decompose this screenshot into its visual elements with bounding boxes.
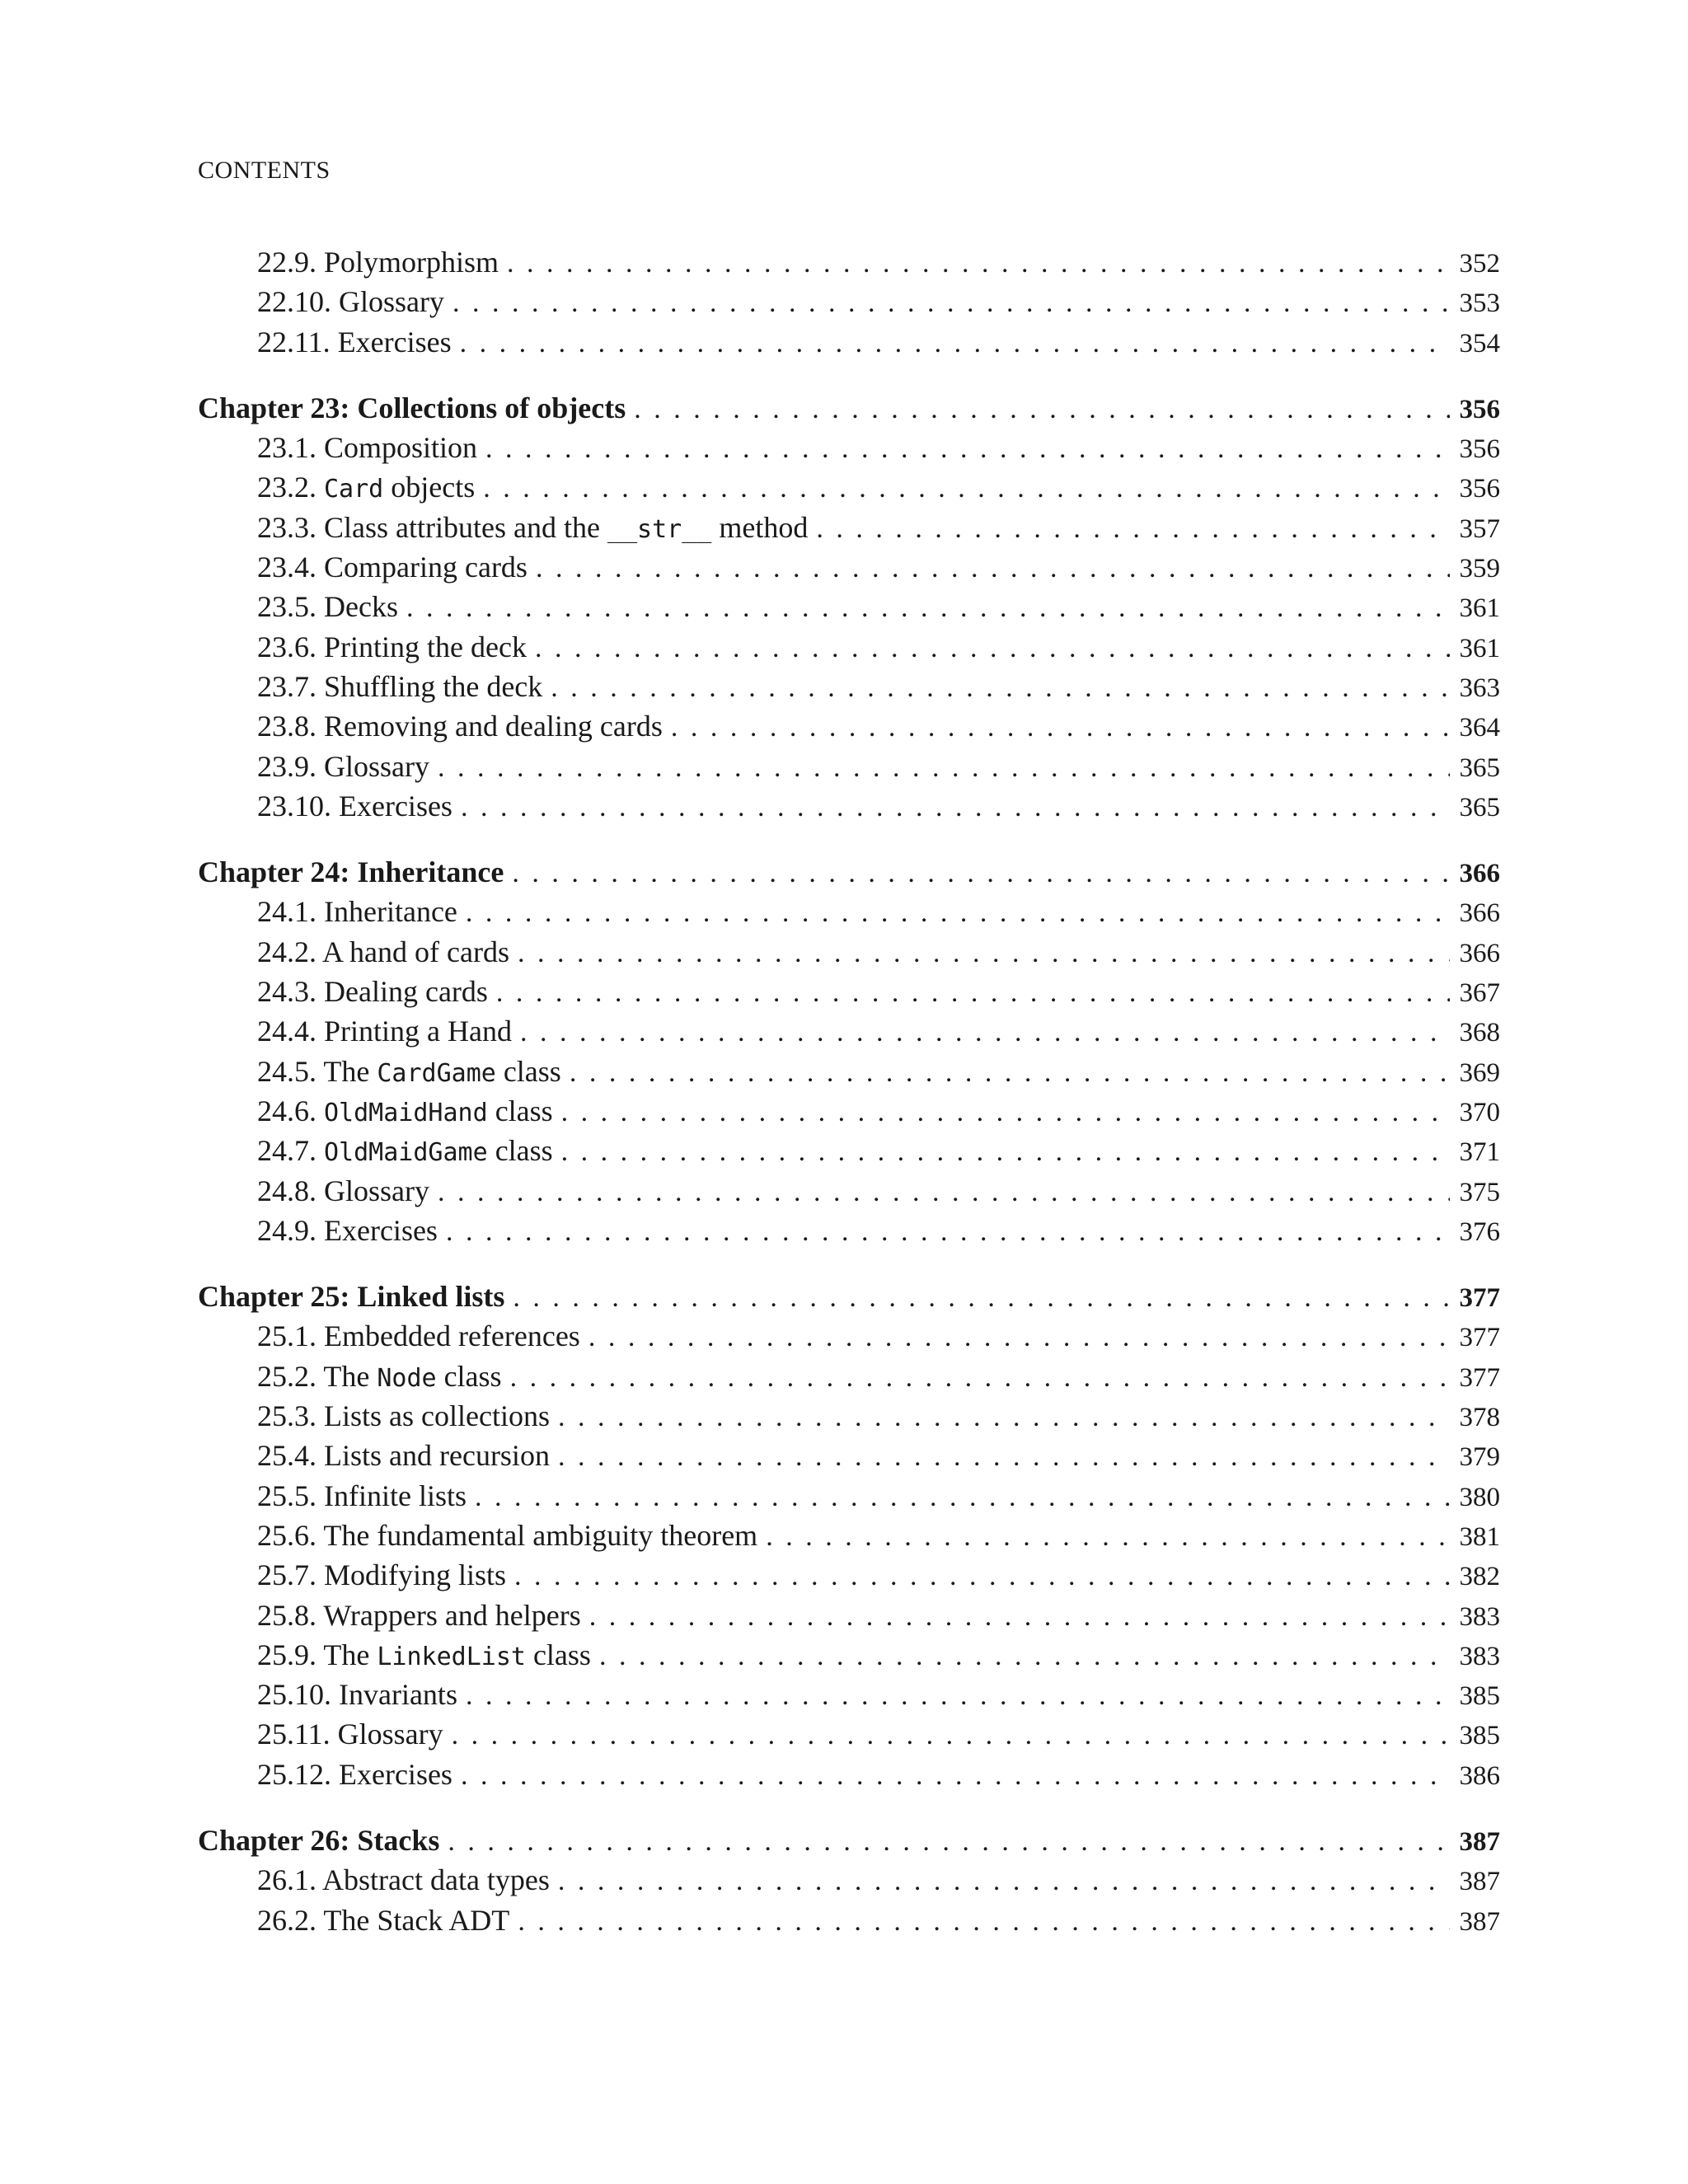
toc-section-entry[interactable] — [198, 1714, 1500, 1754]
page-number: 366 — [1459, 938, 1500, 968]
section-title-text: 25.9. The — [257, 1638, 377, 1671]
dot-leader — [461, 1756, 1450, 1796]
toc-section-entry[interactable] — [198, 1436, 1500, 1475]
dot-leader — [588, 1318, 1450, 1357]
page-number: 356 — [1459, 434, 1500, 465]
dot-leader — [570, 1053, 1450, 1093]
dot-leader — [466, 1676, 1450, 1716]
toc-section-entry[interactable] — [198, 1516, 1500, 1555]
toc-group — [198, 242, 1500, 362]
section-title-text: 25.2. The — [257, 1359, 377, 1393]
section-title-text: 23.2. — [257, 471, 324, 504]
toc-section-entry[interactable] — [198, 1596, 1500, 1635]
dot-leader — [460, 324, 1450, 363]
page-number: 375 — [1459, 1177, 1500, 1207]
section-title: 24.3. Dealing cards — [257, 975, 488, 1009]
toc-section-entry[interactable] — [198, 667, 1500, 706]
dot-leader — [452, 284, 1450, 323]
dot-leader — [483, 469, 1449, 509]
page-number: 356 — [1459, 474, 1500, 504]
section-title: 23.1. Composition — [257, 431, 478, 465]
section-title-text: 24.5. The — [257, 1054, 377, 1088]
section-title — [257, 1131, 561, 1173]
toc-chapter-entry[interactable] — [198, 852, 1500, 892]
page-number: 381 — [1459, 1521, 1500, 1552]
section-title: 23.10. Exercises — [257, 789, 452, 823]
toc-section-entry[interactable] — [198, 1131, 1500, 1170]
dot-leader — [496, 973, 1450, 1013]
section-title-code: Node — [377, 1363, 437, 1393]
section-title — [257, 1635, 599, 1677]
section-title: 25.5. Infinite lists — [257, 1479, 467, 1512]
dot-leader — [558, 1398, 1450, 1437]
toc-section-entry[interactable] — [198, 1171, 1500, 1211]
page-number: 353 — [1459, 288, 1500, 319]
page-number: 369 — [1459, 1057, 1500, 1088]
section-title: 23.7. Shuffling the deck — [257, 669, 543, 703]
toc-section-entry[interactable] — [198, 972, 1500, 1011]
toc-section-entry[interactable] — [198, 706, 1500, 746]
dot-leader — [514, 1557, 1449, 1596]
page-number: 378 — [1459, 1403, 1500, 1433]
section-title: 25.3. Lists as collections — [257, 1399, 550, 1433]
page-number: 377 — [1459, 1323, 1500, 1353]
dot-leader — [518, 1902, 1449, 1942]
toc-section-entry[interactable] — [198, 1555, 1500, 1595]
dot-leader — [438, 1173, 1450, 1212]
page-number: 365 — [1459, 752, 1500, 783]
section-title: 23.8. Removing and dealing cards — [257, 710, 663, 743]
dot-leader — [766, 1517, 1449, 1557]
toc-section-entry[interactable] — [198, 508, 1500, 547]
section-title: 22.9. Polymorphism — [257, 246, 499, 279]
toc-section-entry[interactable] — [198, 467, 1500, 507]
dot-leader — [671, 708, 1450, 748]
page-number: 367 — [1459, 978, 1500, 1009]
dot-leader — [485, 429, 1449, 469]
toc-section-entry[interactable] — [198, 1755, 1500, 1794]
toc-section-entry[interactable] — [198, 547, 1500, 587]
section-title-code: __str__ — [607, 514, 712, 544]
dot-leader — [446, 1212, 1450, 1252]
dot-leader — [466, 893, 1450, 933]
section-title: 25.11. Glossary — [257, 1718, 443, 1751]
dot-leader — [461, 788, 1450, 827]
page-number: 352 — [1459, 249, 1500, 279]
section-title: 25.12. Exercises — [257, 1757, 452, 1791]
toc-section-entry[interactable] — [198, 1211, 1500, 1250]
toc-section-entry[interactable] — [198, 1011, 1500, 1051]
section-title-code: Card — [324, 475, 384, 504]
page-number: 368 — [1459, 1018, 1500, 1048]
section-title: 24.8. Glossary — [257, 1174, 429, 1207]
section-title-text: 24.7. — [257, 1134, 324, 1168]
toc-chapter-entry[interactable] — [198, 388, 1500, 428]
section-title-code: OldMaidHand — [324, 1098, 488, 1127]
section-title-text: class — [487, 1094, 553, 1127]
dot-leader — [448, 1822, 1449, 1862]
dot-leader — [589, 1597, 1450, 1637]
toc-group — [198, 1821, 1500, 1940]
dot-leader — [518, 934, 1450, 973]
table-of-contents — [198, 242, 1500, 1966]
section-title — [257, 1091, 561, 1133]
dot-leader — [406, 588, 1450, 628]
page-number: 380 — [1459, 1482, 1500, 1512]
dot-leader — [535, 629, 1450, 668]
section-title-text: objects — [383, 471, 476, 504]
page-number: 361 — [1459, 593, 1500, 624]
toc-section-entry[interactable] — [198, 747, 1500, 786]
dot-leader — [634, 390, 1449, 429]
toc-section-entry[interactable] — [198, 1635, 1500, 1675]
dot-leader — [513, 1278, 1449, 1318]
toc-section-entry[interactable] — [198, 786, 1500, 826]
section-title: 24.9. Exercises — [257, 1213, 438, 1247]
section-title-text: class — [436, 1359, 502, 1393]
dot-leader — [551, 668, 1449, 708]
section-title-text: class — [525, 1638, 591, 1671]
toc-section-entry[interactable] — [198, 242, 1500, 282]
toc-section-entry[interactable] — [198, 1860, 1500, 1900]
page-number: 365 — [1459, 792, 1500, 823]
page-number: 379 — [1459, 1442, 1500, 1473]
section-title-text: 24.6. — [257, 1094, 324, 1127]
toc-section-entry[interactable] — [198, 1316, 1500, 1356]
page-number: 386 — [1459, 1760, 1500, 1791]
chapter-title: Chapter 25: Linked lists — [198, 1280, 505, 1314]
section-title: 25.4. Lists and recursion — [257, 1439, 550, 1473]
dot-leader — [561, 1132, 1450, 1172]
section-title-text: class — [495, 1054, 561, 1088]
section-title: 26.2. The Stack ADT — [257, 1903, 510, 1937]
page-number: 376 — [1459, 1216, 1500, 1247]
page-number: 354 — [1459, 328, 1500, 359]
toc-chapter-entry[interactable] — [198, 1821, 1500, 1860]
toc-section-entry[interactable] — [198, 932, 1500, 972]
page-number: 387 — [1459, 1826, 1500, 1857]
section-title: 24.1. Inheritance — [257, 895, 457, 929]
section-title-code: CardGame — [377, 1058, 496, 1088]
toc-section-entry[interactable] — [198, 428, 1500, 467]
dot-leader — [510, 1358, 1450, 1398]
dot-leader — [558, 1437, 1450, 1477]
section-title — [257, 1357, 510, 1399]
toc-section-entry[interactable] — [198, 627, 1500, 667]
chapter-title: Chapter 23: Collections of objects — [198, 391, 626, 424]
toc-section-entry[interactable] — [198, 587, 1500, 626]
toc-section-entry[interactable] — [198, 282, 1500, 321]
page-number: 366 — [1459, 859, 1500, 889]
section-title: 23.5. Decks — [257, 590, 398, 624]
page-number: 382 — [1459, 1562, 1500, 1592]
section-title: 23.6. Printing the deck — [257, 630, 527, 663]
section-title — [257, 467, 483, 509]
section-title: 24.2. A hand of cards — [257, 935, 509, 968]
toc-section-entry[interactable] — [198, 892, 1500, 931]
section-title: 25.8. Wrappers and helpers — [257, 1598, 581, 1632]
page-number: 385 — [1459, 1721, 1500, 1751]
toc-section-entry[interactable] — [198, 1675, 1500, 1714]
page-number: 377 — [1459, 1362, 1500, 1393]
toc-section-entry[interactable] — [198, 1052, 1500, 1091]
section-title: 25.6. The fundamental ambiguity theorem — [257, 1518, 758, 1552]
running-head: CONTENTS — [198, 157, 331, 184]
page-number: 383 — [1459, 1601, 1500, 1632]
page-number: 387 — [1459, 1867, 1500, 1897]
section-title: 24.4. Printing a Hand — [257, 1015, 512, 1048]
dot-leader — [599, 1637, 1450, 1676]
dot-leader — [438, 748, 1450, 788]
dot-leader — [475, 1478, 1450, 1517]
section-title: 26.1. Abstract data types — [257, 1863, 550, 1897]
dot-leader — [520, 1013, 1450, 1052]
toc-group — [198, 1277, 1500, 1794]
toc-section-entry[interactable] — [198, 1091, 1500, 1131]
page-number: 356 — [1459, 394, 1500, 424]
dot-leader — [558, 1862, 1450, 1901]
section-title: 22.11. Exercises — [257, 325, 452, 359]
toc-section-entry[interactable] — [198, 1476, 1500, 1516]
page-number: 359 — [1459, 554, 1500, 584]
page-number: 387 — [1459, 1906, 1500, 1937]
section-title: 22.10. Glossary — [257, 285, 444, 319]
section-title: 23.9. Glossary — [257, 749, 429, 783]
dot-leader — [507, 244, 1449, 284]
page-number: 357 — [1459, 513, 1500, 544]
page-number: 385 — [1459, 1681, 1500, 1712]
dot-leader — [816, 509, 1449, 549]
page-number: 363 — [1459, 673, 1500, 703]
section-title-code: OldMaidGame — [324, 1138, 488, 1168]
section-title — [257, 508, 816, 550]
page-number: 377 — [1459, 1283, 1500, 1314]
section-title-text: class — [487, 1134, 553, 1168]
section-title: 25.10. Invariants — [257, 1678, 457, 1712]
section-title: 25.1. Embedded references — [257, 1319, 580, 1353]
section-title-text: method — [711, 510, 809, 544]
dot-leader — [561, 1093, 1450, 1132]
toc-section-entry[interactable] — [198, 322, 1500, 362]
dot-leader — [452, 1716, 1450, 1755]
section-title-text: 23.3. Class attributes and the — [257, 510, 607, 544]
toc-section-entry[interactable] — [198, 1900, 1500, 1940]
page-number: 370 — [1459, 1097, 1500, 1127]
toc-group — [198, 852, 1500, 1250]
page-number: 371 — [1459, 1137, 1500, 1168]
section-title: 23.4. Comparing cards — [257, 551, 528, 584]
section-title-code: LinkedList — [377, 1642, 526, 1671]
chapter-title: Chapter 24: Inheritance — [198, 855, 504, 889]
page-number: 364 — [1459, 713, 1500, 743]
page-number: 383 — [1459, 1641, 1500, 1671]
dot-leader — [512, 854, 1449, 893]
toc-section-entry[interactable] — [198, 1357, 1500, 1396]
section-title: 25.7. Modifying lists — [257, 1558, 507, 1592]
page-number: 366 — [1459, 898, 1500, 929]
page-number: 361 — [1459, 633, 1500, 663]
chapter-title: Chapter 26: Stacks — [198, 1823, 440, 1857]
toc-group — [198, 388, 1500, 826]
toc-section-entry[interactable] — [198, 1396, 1500, 1436]
dot-leader — [536, 549, 1450, 588]
section-title — [257, 1052, 570, 1094]
toc-chapter-entry[interactable] — [198, 1277, 1500, 1316]
